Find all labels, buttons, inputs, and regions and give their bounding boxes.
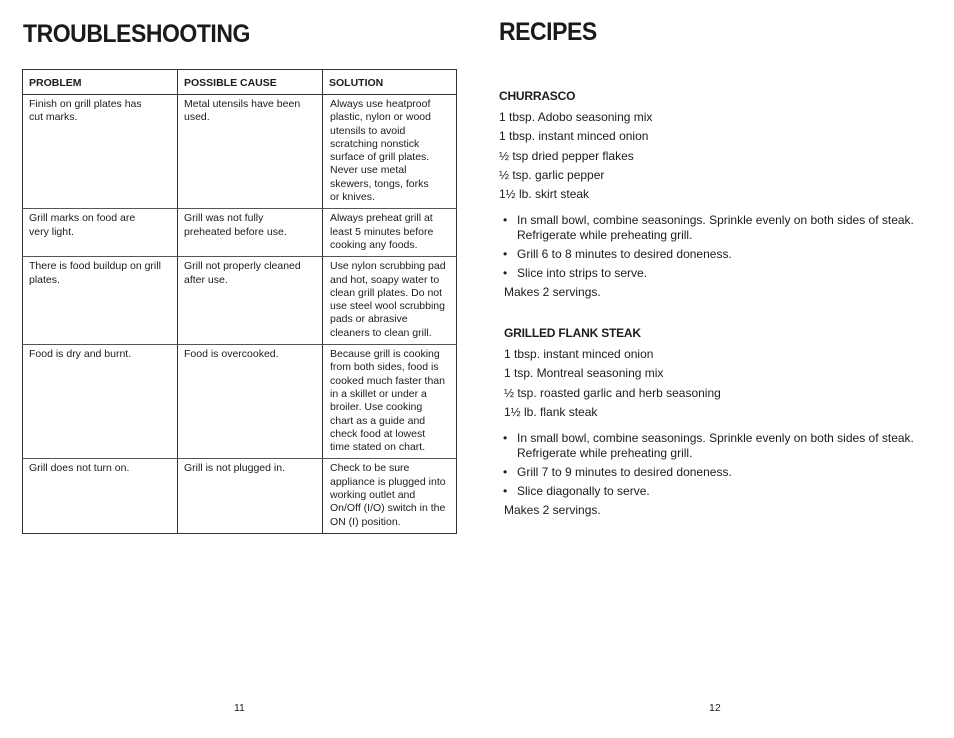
bullet-icon: •	[503, 484, 508, 499]
table-header-row	[23, 70, 457, 95]
step-item	[499, 431, 929, 461]
bullet-icon: •	[503, 266, 508, 281]
step-item	[499, 465, 929, 480]
recipe-yield: Makes 2 servings.	[504, 503, 601, 518]
table-row	[23, 459, 457, 534]
bullet-icon: •	[503, 465, 508, 480]
troubleshooting-table	[22, 69, 457, 534]
problem-cell: Food is dry and burnt.	[23, 345, 178, 459]
header-problem: PROBLEM	[23, 70, 178, 95]
cause-cell: Metal utensils have been used.	[178, 95, 323, 209]
solution-cell: Use nylon scrubbing pad and hot, soapy water to clean grill plates. Do not use steel wool scrubbing pads or abrasive cleaners to clean grill.	[323, 257, 457, 345]
solution-cell: Always use heatproof plastic, nylon or wood utensils to avoid scratching nonstick surface of grill plates. Never use metal skewers, tongs, forks or knives.	[323, 95, 457, 209]
step-text: Grill 7 to 9 minutes to desired doneness.	[517, 465, 732, 480]
recipe-churrasco	[499, 89, 929, 300]
solution-cell: Always preheat grill at least 5 minutes before cooking any foods.	[323, 209, 457, 257]
step-text: Slice diagonally to serve.	[517, 484, 650, 499]
ingredient: ½ tsp dried pepper flakes	[499, 148, 634, 163]
cause-cell: Food is overcooked.	[178, 345, 323, 459]
bullet-icon: •	[503, 431, 508, 446]
recipe-grilled-flank-steak	[499, 326, 929, 518]
problem-cell: Finish on grill plates has cut marks.	[23, 95, 178, 209]
table-row	[23, 345, 457, 459]
header-possible-cause: POSSIBLE CAUSE	[178, 70, 323, 95]
recipe-steps	[499, 431, 929, 499]
table-row	[23, 95, 457, 209]
step-item	[499, 266, 929, 281]
ingredient: ½ tsp. garlic pepper	[499, 167, 605, 182]
ingredient: ½ tsp. roasted garlic and herb seasoning	[504, 385, 721, 400]
table-row	[23, 257, 457, 345]
ingredient: 1 tbsp. instant minced onion	[504, 347, 654, 361]
recipe-name: GRILLED FLANK STEAK	[504, 326, 641, 340]
step-text: Slice into strips to serve.	[517, 266, 648, 281]
ingredient: 1½ lb. flank steak	[504, 404, 598, 419]
header-solution: SOLUTION	[323, 70, 457, 95]
step-item	[499, 213, 929, 243]
problem-cell: There is food buildup on grill plates.	[23, 257, 178, 345]
step-text: Grill 6 to 8 minutes to desired doneness.	[517, 247, 732, 262]
cause-cell: Grill not properly cleaned after use.	[178, 257, 323, 345]
problem-cell: Grill does not turn on.	[23, 459, 178, 534]
recipe-yield: Makes 2 servings.	[504, 285, 601, 300]
solution-cell: Because grill is cooking from both sides, food is cooked much faster than in a skillet or under a broiler. Use cooking chart as a guide and check food at lowest time stated on chart.	[323, 345, 457, 459]
troubleshooting-title: TROUBLESHOOTING	[23, 20, 250, 48]
cause-cell: Grill is not plugged in.	[178, 459, 323, 534]
problem-cell: Grill marks on food are very light.	[23, 209, 178, 257]
cause-cell: Grill was not fully preheated before use.	[178, 209, 323, 257]
ingredient: 1 tbsp. Adobo seasoning mix	[499, 110, 653, 124]
bullet-icon: •	[503, 247, 508, 262]
ingredient: 1½ lb. skirt steak	[499, 187, 590, 202]
page-number-right: 12	[709, 702, 721, 714]
step-item	[499, 247, 929, 262]
recipes-title: RECIPES	[499, 18, 597, 46]
step-item	[499, 484, 929, 499]
table-row	[23, 209, 457, 257]
recipe-name: CHURRASCO	[499, 89, 576, 103]
page-number-left: 11	[234, 702, 245, 714]
bullet-icon: •	[503, 213, 508, 228]
solution-cell: Check to be sure appliance is plugged into working outlet and On/Off (I/O) switch in the ON (I) position.	[330, 462, 446, 528]
ingredient: 1 tsp. Montreal seasoning mix	[504, 366, 664, 381]
recipe-steps	[499, 213, 929, 281]
step-text: In small bowl, combine seasonings. Sprinkle evenly on both sides of steak. Refrigerate while preheating grill.	[517, 213, 914, 243]
step-text: In small bowl, combine seasonings. Sprinkle evenly on both sides of steak. Refrigerate while preheating grill.	[517, 431, 914, 461]
ingredient: 1 tbsp. instant minced onion	[499, 129, 649, 144]
